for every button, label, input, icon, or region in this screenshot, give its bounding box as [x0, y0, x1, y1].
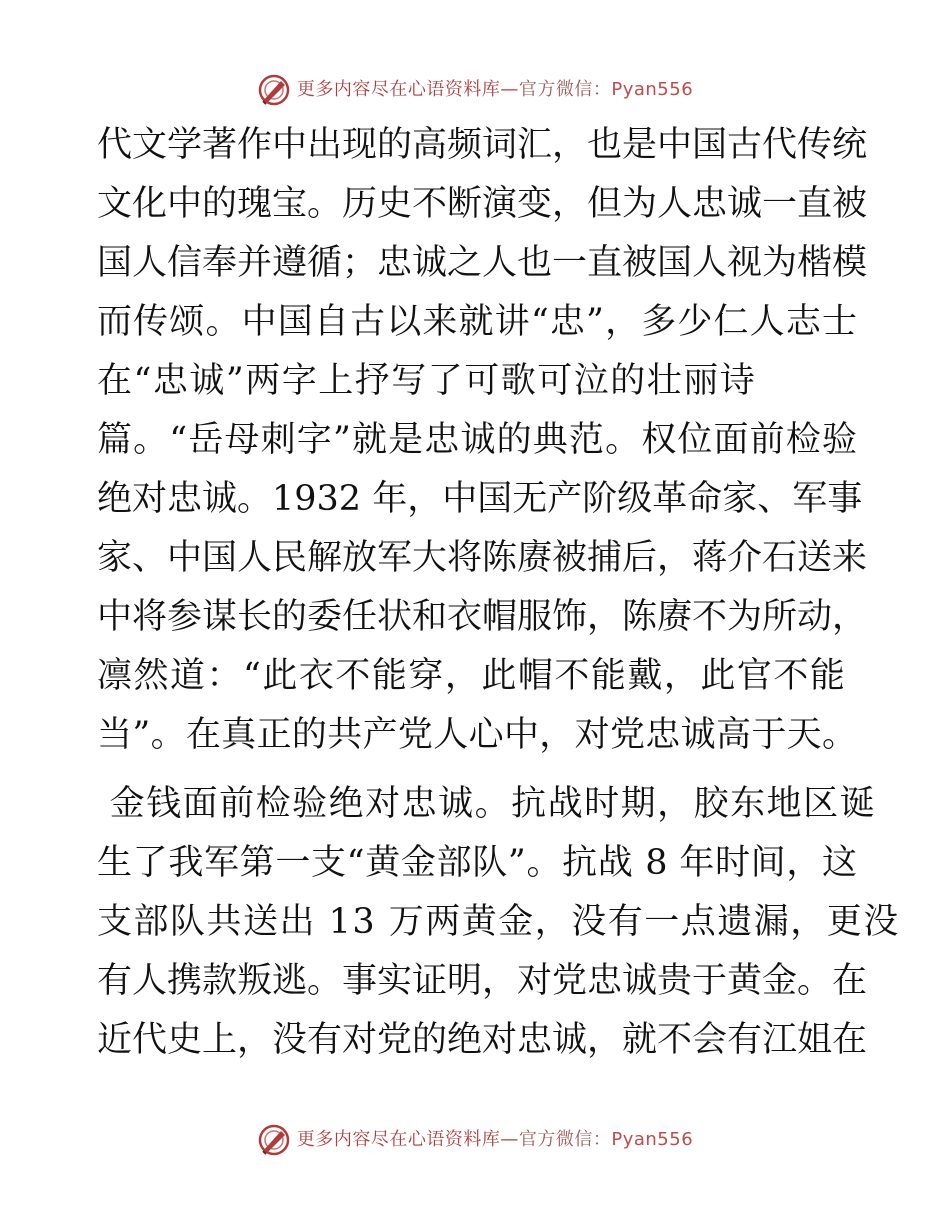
text-line: 近代史上，没有对党的绝对忠诚，就不会有江姐在 [97, 1020, 868, 1060]
text-line: 金钱面前检验绝对忠诚。抗战时期，胶东地区诞 [97, 784, 877, 824]
text-line: 家、中国人民解放军大将陈赓被捕后，蒋介石送来 [97, 538, 868, 578]
header-banner [0, 72, 950, 108]
text-line: 绝对忠诚。1932 年，中国无产阶级革命家、军事 [97, 479, 863, 519]
text-line: 生了我军第一支“黄金部队”。抗战 8 年时间，这 [97, 843, 857, 883]
pen-logo-icon [257, 73, 291, 107]
text-line: 代文学著作中出现的高频词汇，也是中国古代传统 [97, 125, 868, 165]
text-line: 支部队共送出 13 万两黄金，没有一点遗漏，更没 [97, 902, 900, 942]
document-body [97, 116, 900, 1070]
text-line: 文化中的瑰宝。历史不断演变，但为人忠诚一直被 [97, 184, 868, 224]
footer-banner-text: 更多内容尽在心语资料库—官方微信：Pyan556 [296, 1129, 694, 1150]
text-line: 篇。“岳母刺字”就是忠诚的典范。权位面前检验 [97, 420, 857, 460]
text-line: 而传颂。中国自古以来就讲“忠”，多少仁人志士 [97, 302, 857, 342]
text-line: 凛然道：“此衣不能穿，此帽不能戴，此官不能 [97, 656, 847, 696]
footer-banner [0, 1122, 950, 1158]
pen-logo-icon [257, 1123, 291, 1157]
text-line: 有人携款叛逃。事实证明，对党忠诚贵于黄金。在 [97, 961, 868, 1001]
text-line: 在“忠诚”两字上抒写了可歌可泣的壮丽诗 [97, 361, 757, 401]
text-line: 中将参谋长的委任状和衣帽服饰，陈赓不为所动， [97, 597, 868, 637]
text-line: 国人信奉并遵循；忠诚之人也一直被国人视为楷模 [97, 243, 868, 283]
paragraph-gap [97, 765, 857, 775]
text-line: 当”。在真正的共产党人心中，对党忠诚高于天。 [97, 715, 857, 755]
header-banner-text: 更多内容尽在心语资料库—官方微信：Pyan556 [296, 79, 694, 100]
